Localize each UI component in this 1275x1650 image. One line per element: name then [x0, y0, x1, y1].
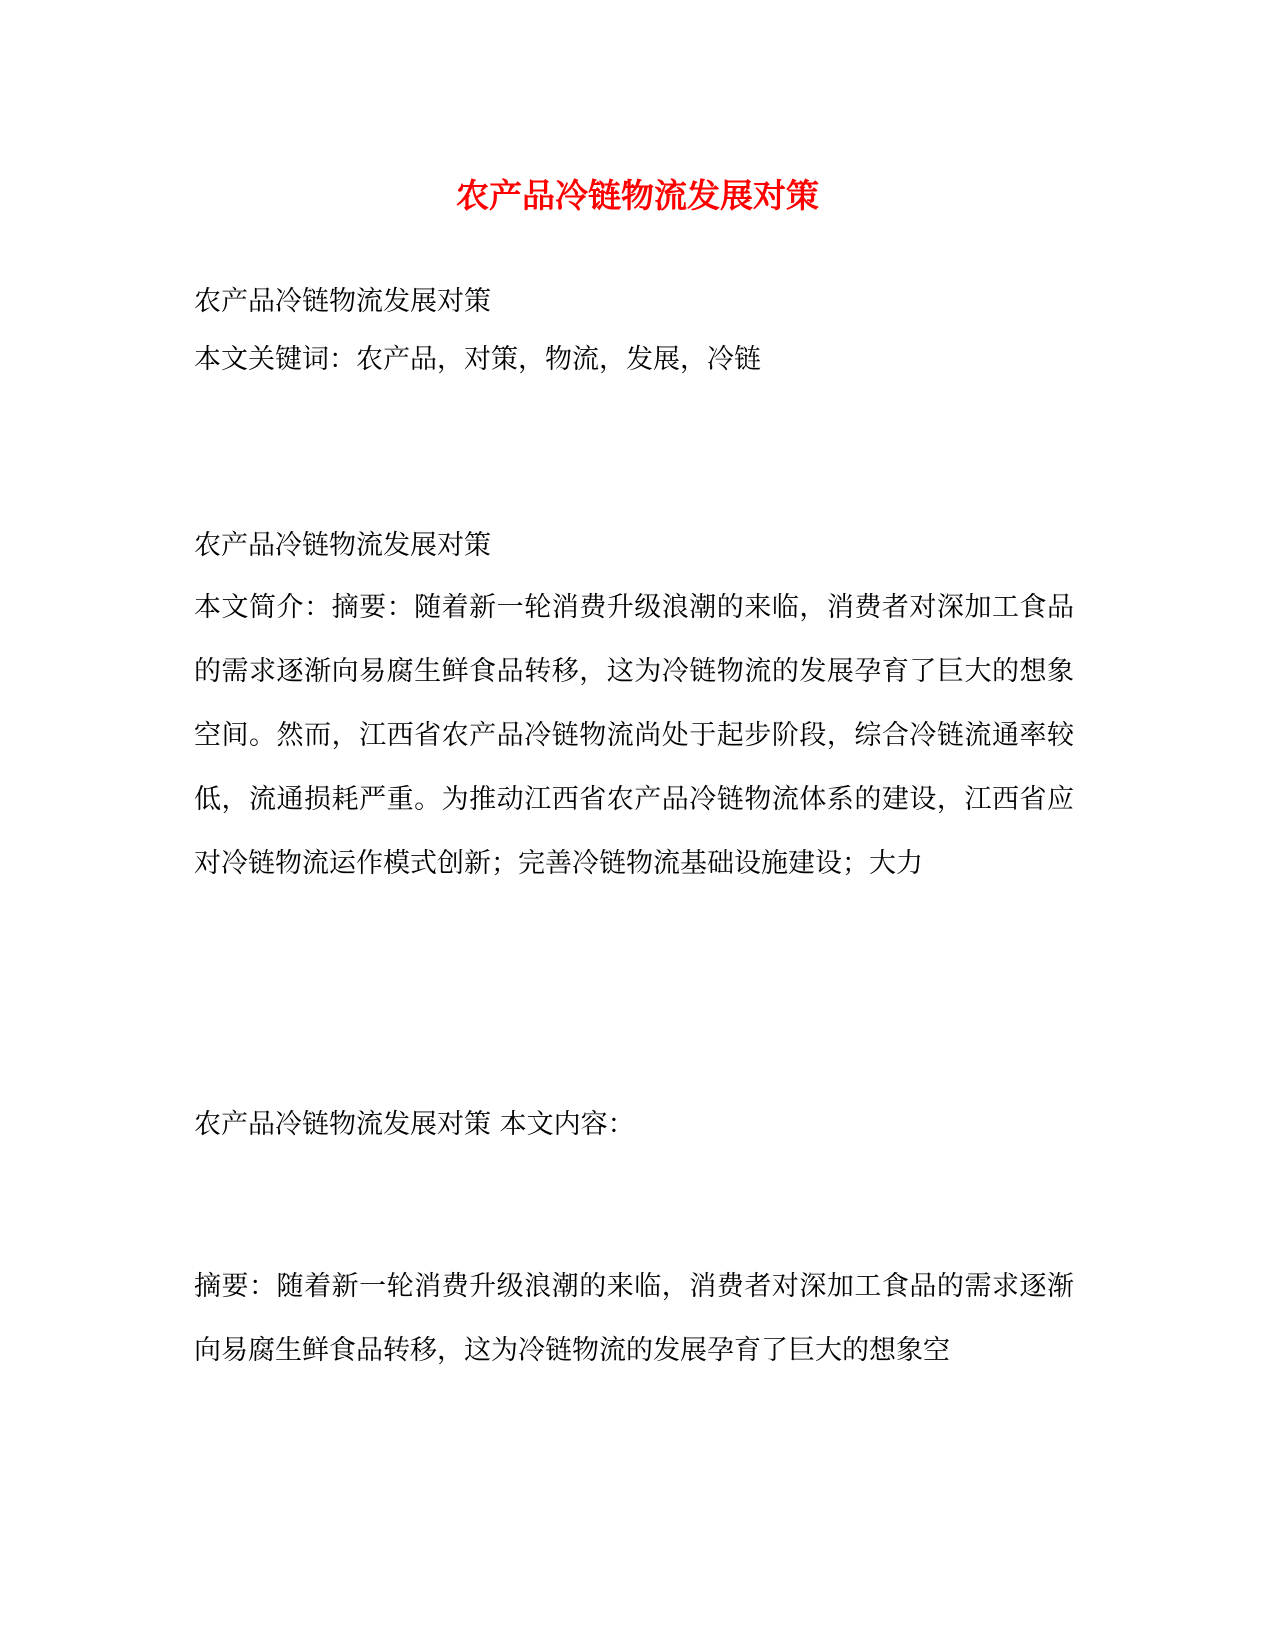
keywords-line: 本文关键词：农产品，对策，物流，发展，冷链 [194, 344, 761, 375]
intro-paragraph: 本文简介：摘要：随着新一轮消费升级浪潮的来临，消费者对深加工食品的需求逐渐向易腐生鲜食品转移，这为冷链物流的发展孕育了巨大的想象空间。然而，江西省农产品冷链物流尚处于起步阶段，综合冷链流通率较低，流通损耗严重。为推动江西省农产品冷链物流体系的建设，江西省应对冷链物流运作模式创新；完善冷链物流基础设施建设；大力 [194, 592, 1074, 879]
document-title: 农产品冷链物流发展对策 [456, 176, 819, 215]
section-heading: 农产品冷链物流发展对策 [194, 530, 491, 561]
abstract-paragraph: 摘要：随着新一轮消费升级浪潮的来临，消费者对深加工食品的需求逐渐向易腐生鲜食品转移，这为冷链物流的发展孕育了巨大的想象空 [194, 1271, 1074, 1366]
content-heading: 农产品冷链物流发展对策 本文内容： [194, 1109, 635, 1140]
section-heading: 农产品冷链物流发展对策 [194, 286, 491, 317]
